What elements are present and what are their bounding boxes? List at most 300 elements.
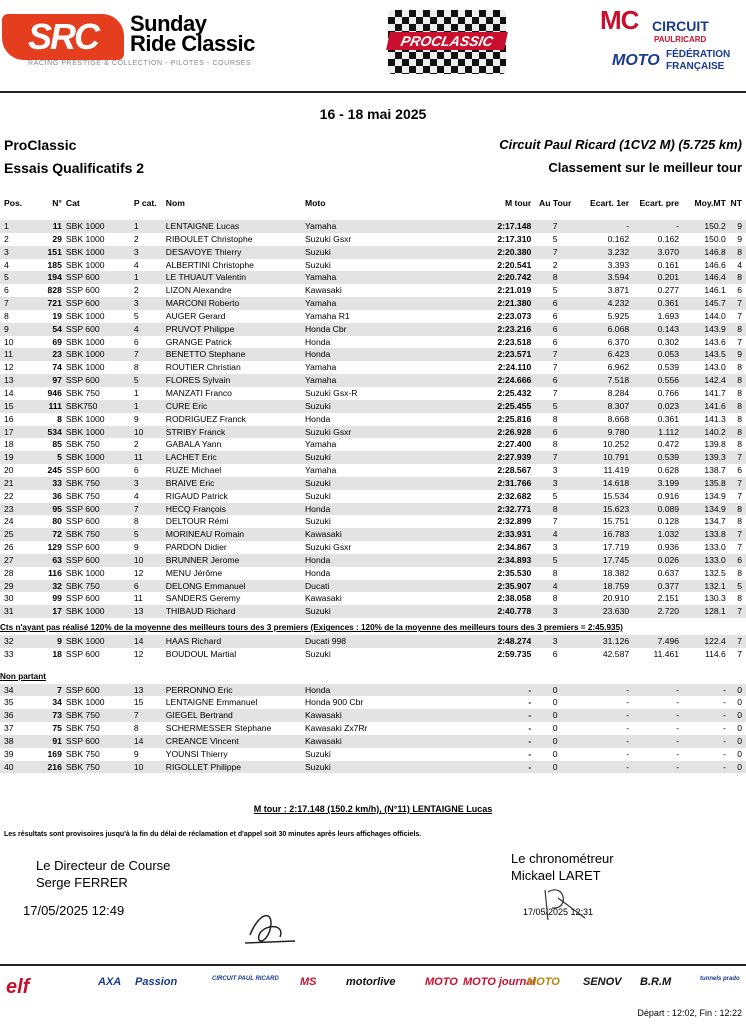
table-cell: 21 bbox=[0, 477, 30, 490]
table-cell: 8 bbox=[737, 387, 742, 398]
table-cell: - bbox=[626, 723, 630, 734]
timer-signature-block bbox=[511, 850, 614, 884]
table-cell: 34 bbox=[52, 697, 62, 708]
column-header: Ecart. pre bbox=[639, 198, 680, 209]
table-cell: 0 bbox=[737, 697, 742, 708]
table-cell: 0.026 bbox=[631, 554, 681, 567]
table-cell: 11 bbox=[134, 451, 166, 464]
table-cell: - bbox=[470, 735, 532, 748]
table-cell: 8 bbox=[552, 413, 558, 424]
table-cell: 99 bbox=[52, 593, 62, 604]
table-cell: 8 bbox=[737, 439, 742, 450]
table-cell: 5 bbox=[0, 271, 30, 284]
table-cell: MANZATI Franco bbox=[165, 387, 232, 398]
table-cell: 8 bbox=[531, 271, 579, 284]
table-cell: Honda bbox=[304, 336, 331, 347]
table-cell: Suzuki bbox=[305, 451, 470, 464]
table-row bbox=[0, 503, 746, 516]
table-cell: Suzuki bbox=[305, 400, 470, 413]
table-cell: 12 bbox=[4, 362, 14, 373]
table-cell: SBK 750 bbox=[66, 477, 134, 490]
table-cell: 3 bbox=[134, 297, 166, 310]
table-cell: 2 bbox=[552, 259, 558, 270]
table-cell: 6 bbox=[531, 323, 579, 336]
table-cell: SBK 750 bbox=[65, 490, 100, 501]
table-cell: 7 bbox=[552, 362, 558, 373]
table-cell: 31 bbox=[0, 605, 30, 618]
table-cell: 10 bbox=[4, 336, 14, 347]
table-cell: 3 bbox=[531, 477, 579, 490]
table-cell: 142.4 bbox=[681, 374, 728, 387]
table-row bbox=[0, 722, 746, 735]
table-cell: 2.151 bbox=[657, 593, 680, 604]
table-cell: 6 bbox=[133, 336, 139, 347]
table-cell: 134.9 bbox=[681, 503, 728, 516]
table-cell: 143.6 bbox=[704, 336, 726, 347]
table-cell: 6.962 bbox=[607, 362, 630, 373]
table-cell: SSP 600 bbox=[65, 465, 100, 476]
table-cell: 134.7 bbox=[704, 516, 726, 527]
table-cell: 8 bbox=[728, 426, 746, 439]
table-cell: 9 bbox=[728, 220, 746, 233]
table-cell: 0 bbox=[728, 735, 746, 748]
table-cell: 6 bbox=[531, 426, 579, 439]
table-cell: ALBERTINI Christophe bbox=[165, 259, 254, 270]
table-cell: 8 bbox=[728, 271, 746, 284]
table-cell: - bbox=[681, 735, 728, 748]
table-cell: 2:21.380 bbox=[470, 297, 532, 310]
table-cell: 4 bbox=[134, 323, 166, 336]
table-cell: 8 bbox=[737, 362, 742, 373]
table-cell: 63 bbox=[30, 554, 66, 567]
table-cell: LACHET Eric bbox=[166, 451, 305, 464]
src-title: Sunday Ride Classic bbox=[130, 11, 255, 56]
table-cell: 3.199 bbox=[631, 477, 681, 490]
table-cell: 32 bbox=[0, 635, 30, 648]
table-cell: 17.745 bbox=[579, 554, 631, 567]
session-times: Départ : 12:02, Fin : 12:22 bbox=[637, 1008, 742, 1018]
table-cell: 169 bbox=[47, 748, 62, 759]
results-table bbox=[0, 196, 746, 773]
table-cell: 73 bbox=[30, 709, 66, 722]
table-row bbox=[0, 684, 746, 697]
table-cell: 721 bbox=[30, 297, 66, 310]
table-cell: SSP 600 bbox=[65, 285, 100, 296]
table-cell: 6 bbox=[133, 465, 139, 476]
table-cell: 14 bbox=[4, 387, 14, 398]
moto-logo: MOTO bbox=[612, 52, 660, 69]
table-cell: 7 bbox=[0, 297, 30, 310]
table-cell: Honda bbox=[304, 413, 331, 424]
table-cell: 7 bbox=[531, 451, 579, 464]
table-cell: 14 bbox=[134, 635, 166, 648]
table-cell: 1 bbox=[0, 220, 30, 233]
table-cell: 7 bbox=[531, 220, 579, 233]
table-cell: 8.284 bbox=[607, 387, 630, 398]
table-cell: Suzuki bbox=[305, 605, 470, 618]
table-cell: 8 bbox=[552, 593, 558, 604]
table-cell: SBK 1000 bbox=[66, 451, 134, 464]
table-cell: 6 bbox=[531, 374, 579, 387]
table-cell: DESAVOYE Thierry bbox=[166, 246, 305, 259]
table-cell: Yamaha bbox=[304, 465, 337, 476]
table-cell: - bbox=[470, 761, 532, 774]
table-cell: SBK 750 bbox=[66, 580, 134, 593]
table-cell: 7 bbox=[552, 516, 558, 527]
table-cell: ROUTIER Christian bbox=[165, 362, 241, 373]
table-cell: 8 bbox=[737, 593, 742, 604]
table-cell: SBK 1000 bbox=[65, 567, 105, 578]
table-cell: MORINEAU Romain bbox=[166, 528, 305, 541]
table-cell: 8 bbox=[133, 516, 139, 527]
best-lap-summary: M tour : 2:17.148 (150.2 km/h), (N°11) LENTAIGNE Lucas bbox=[253, 804, 493, 814]
table-cell: Yamaha bbox=[305, 374, 470, 387]
table-cell: 9.780 bbox=[579, 426, 631, 439]
table-cell: 54 bbox=[30, 323, 66, 336]
table-cell: 7.518 bbox=[579, 374, 631, 387]
table-cell: 26 bbox=[4, 542, 14, 553]
table-row bbox=[0, 284, 746, 297]
table-cell: Suzuki bbox=[305, 477, 470, 490]
table-cell: - bbox=[722, 697, 726, 708]
section-title: Cts n'ayant pas réalisé 120% de la moyenne des meilleurs tours des 3 premiers (Exigences : 120% de la moyenne des meilleurs tours des 3 premiers = 2:45.935) bbox=[0, 623, 623, 633]
table-cell: 5 bbox=[552, 233, 558, 244]
table-cell: 3 bbox=[531, 605, 579, 618]
table-row bbox=[0, 541, 746, 554]
table-cell: 3 bbox=[134, 246, 166, 259]
table-cell: - bbox=[722, 748, 726, 759]
table-cell: 39 bbox=[4, 748, 14, 759]
sponsor-logo: tunnels prado bbox=[700, 976, 740, 982]
table-cell: 139.3 bbox=[681, 451, 728, 464]
table-cell: 33 bbox=[30, 477, 66, 490]
table-cell: 7 bbox=[134, 503, 166, 516]
table-cell: SBK 1000 bbox=[66, 605, 134, 618]
sponsor-logo: Passion bbox=[135, 976, 178, 988]
table-cell: 5 bbox=[552, 285, 558, 296]
table-cell: 5 bbox=[30, 451, 66, 464]
column-header: Nom bbox=[165, 198, 185, 209]
table-cell: 143.5 bbox=[681, 348, 728, 361]
table-cell: 216 bbox=[30, 761, 66, 774]
table-cell: 2:27.400 bbox=[497, 439, 532, 450]
table-cell: 0.162 bbox=[657, 233, 680, 244]
src-tagline: RACING PRESTIGE & COLLECTION - PILOTES - COURSES bbox=[28, 60, 252, 67]
table-row bbox=[0, 361, 746, 374]
table-cell: 2:48.274 bbox=[470, 635, 532, 648]
table-cell: 9 bbox=[133, 542, 139, 553]
table-cell: Honda bbox=[305, 684, 470, 697]
table-cell: 37 bbox=[4, 723, 14, 734]
table-cell: 0 bbox=[552, 697, 558, 708]
table-cell: - bbox=[579, 735, 631, 748]
table-cell: SBK 750 bbox=[65, 439, 100, 450]
table-cell: - bbox=[676, 748, 680, 759]
table-cell: 0.472 bbox=[657, 439, 680, 450]
table-cell: SSP 600 bbox=[66, 503, 134, 516]
table-row bbox=[0, 709, 746, 722]
table-cell: - bbox=[676, 723, 680, 734]
table-cell: 91 bbox=[30, 735, 66, 748]
table-cell: 2:38.058 bbox=[497, 593, 532, 604]
table-cell: 14.618 bbox=[579, 477, 631, 490]
table-cell: 25 bbox=[0, 528, 30, 541]
table-cell: Honda bbox=[305, 503, 470, 516]
table-cell: 31.126 bbox=[579, 635, 631, 648]
timer-title: Le chronométreur bbox=[511, 851, 614, 866]
table-cell: SBK 1000 bbox=[66, 348, 134, 361]
column-header: Au Tour bbox=[539, 198, 572, 209]
table-cell: - bbox=[528, 723, 532, 734]
table-row bbox=[0, 592, 746, 605]
table-cell: SBK 1000 bbox=[65, 233, 105, 244]
table-cell: Kawasaki bbox=[305, 709, 470, 722]
table-cell: 11.419 bbox=[603, 465, 630, 476]
table-cell: 7 bbox=[531, 348, 579, 361]
table-cell: 8.307 bbox=[579, 400, 631, 413]
table-cell: 5 bbox=[728, 580, 746, 593]
column-header: P cat. bbox=[133, 198, 157, 209]
table-cell: 946 bbox=[47, 387, 62, 398]
table-cell: 23 bbox=[30, 348, 66, 361]
column-header: Cat bbox=[65, 198, 80, 209]
disclaimer: Les résultats sont provisoires jusqu'à la fin du délai de réclamation et d'appel soit 30 minutes après leurs affichages officiels. bbox=[4, 831, 422, 838]
table-cell: YOUNSI Thierry bbox=[165, 748, 228, 759]
table-cell: 10 bbox=[134, 426, 166, 439]
director-title: Le Directeur de Course bbox=[36, 858, 171, 873]
table-cell: 14 bbox=[134, 735, 166, 748]
table-cell: Ducati bbox=[305, 580, 470, 593]
table-cell: 143.9 bbox=[681, 323, 728, 336]
table-cell: 8 bbox=[737, 567, 742, 578]
table-cell: 8 bbox=[728, 246, 746, 259]
table-row bbox=[0, 696, 746, 709]
table-cell: 141.6 bbox=[681, 400, 728, 413]
table-cell: Suzuki bbox=[305, 761, 470, 774]
table-cell: 0.361 bbox=[631, 297, 681, 310]
table-cell: 75 bbox=[52, 723, 62, 734]
table-cell: - bbox=[631, 220, 681, 233]
table-cell: - bbox=[681, 761, 728, 774]
table-row bbox=[0, 297, 746, 310]
table-cell: 29 bbox=[0, 580, 30, 593]
table-cell: 19 bbox=[52, 310, 62, 321]
table-cell: SBK750 bbox=[66, 400, 134, 413]
table-cell: RIBOULET Christophe bbox=[165, 233, 253, 244]
table-cell: - bbox=[631, 761, 681, 774]
table-cell: 145.7 bbox=[681, 297, 728, 310]
table-cell: Yamaha bbox=[305, 271, 470, 284]
table-cell: 0.023 bbox=[631, 400, 681, 413]
table-cell: 2:25.816 bbox=[497, 413, 532, 424]
table-cell: 133.8 bbox=[681, 528, 728, 541]
table-cell: 6 bbox=[737, 285, 742, 296]
table-cell: 6 bbox=[737, 465, 742, 476]
table-cell: LENTAIGNE Lucas bbox=[166, 220, 305, 233]
table-cell: 7 bbox=[737, 648, 742, 659]
table-cell: SBK 1000 bbox=[65, 362, 105, 373]
table-cell: GABALA Yann bbox=[165, 439, 222, 450]
director-signature-block bbox=[36, 857, 170, 891]
table-cell: 0 bbox=[728, 684, 746, 697]
table-cell: 18.759 bbox=[579, 580, 631, 593]
table-cell: 8 bbox=[728, 503, 746, 516]
table-cell: 85 bbox=[52, 439, 62, 450]
table-cell: 40 bbox=[0, 761, 30, 774]
table-cell: 0 bbox=[531, 709, 579, 722]
table-row bbox=[0, 748, 746, 761]
table-cell: CURE Eric bbox=[166, 400, 305, 413]
table-cell: Kawasaki bbox=[304, 593, 342, 604]
table-row bbox=[0, 528, 746, 541]
table-cell: - bbox=[579, 220, 631, 233]
mc-circuit-logo: MC CIRCUIT PAULRICARD bbox=[600, 5, 709, 44]
table-cell: SSP 600 bbox=[66, 554, 134, 567]
table-cell: 22 bbox=[4, 490, 14, 501]
table-cell: 0.628 bbox=[657, 465, 680, 476]
table-cell: 2:35.907 bbox=[470, 580, 532, 593]
table-cell: 36 bbox=[52, 490, 62, 501]
table-row bbox=[0, 605, 746, 618]
table-row bbox=[0, 233, 746, 246]
table-cell: 7 bbox=[728, 635, 746, 648]
table-cell: 2:34.867 bbox=[497, 542, 532, 553]
table-cell: 13 bbox=[134, 605, 166, 618]
table-cell: 146.1 bbox=[704, 285, 726, 296]
table-cell: 3 bbox=[134, 477, 166, 490]
table-cell: 3 bbox=[531, 635, 579, 648]
table-cell: 245 bbox=[47, 465, 62, 476]
table-cell: SSP 600 bbox=[65, 648, 100, 659]
table-cell: 20.910 bbox=[602, 593, 630, 604]
table-cell: Ducati 998 bbox=[305, 635, 470, 648]
table-cell: SBK 1000 bbox=[65, 413, 105, 424]
table-cell: SBK 750 bbox=[65, 723, 100, 734]
table-cell: 2:31.766 bbox=[470, 477, 532, 490]
table-cell: 2:59.735 bbox=[497, 648, 532, 659]
table-cell: 1 bbox=[133, 387, 139, 398]
table-row bbox=[0, 271, 746, 284]
table-cell: 29 bbox=[52, 233, 62, 244]
column-header: Ecart. 1er bbox=[589, 198, 630, 209]
table-cell: - bbox=[579, 709, 631, 722]
table-cell: - bbox=[626, 748, 630, 759]
director-date: 17/05/2025 12:49 bbox=[23, 903, 125, 918]
table-cell: 3.594 bbox=[579, 271, 631, 284]
table-cell: 9 bbox=[728, 348, 746, 361]
table-cell: 0 bbox=[531, 735, 579, 748]
table-cell: 128.1 bbox=[681, 605, 728, 618]
table-cell: 1 bbox=[134, 400, 166, 413]
sponsor-logo: SENOV bbox=[583, 976, 622, 988]
table-cell: BRUNNER Jerome bbox=[166, 554, 305, 567]
table-cell: 3.232 bbox=[579, 246, 631, 259]
table-cell: 15 bbox=[0, 400, 30, 413]
table-cell: 34 bbox=[0, 684, 30, 697]
table-cell: 4 bbox=[531, 580, 579, 593]
table-row bbox=[0, 567, 746, 580]
sponsor-bar bbox=[0, 968, 746, 1008]
table-cell: 8 bbox=[57, 413, 62, 424]
table-cell: DELONG Emmanuel bbox=[166, 580, 305, 593]
table-cell: 7 bbox=[737, 490, 742, 501]
table-cell: 6.068 bbox=[579, 323, 631, 336]
table-cell: - bbox=[631, 684, 681, 697]
table-row bbox=[0, 648, 746, 661]
table-cell: 6 bbox=[531, 297, 579, 310]
table-cell: 5 bbox=[134, 374, 166, 387]
table-cell: Honda bbox=[304, 567, 331, 578]
table-cell: 2:25.455 bbox=[470, 400, 532, 413]
table-cell: 7 bbox=[728, 297, 746, 310]
table-row bbox=[0, 413, 746, 426]
table-cell: 11 bbox=[0, 348, 30, 361]
table-cell: 2:26.928 bbox=[470, 426, 532, 439]
table-row bbox=[0, 477, 746, 490]
table-cell: 7 bbox=[737, 542, 742, 553]
table-cell: 2 bbox=[133, 233, 139, 244]
table-cell: 16.783 bbox=[579, 528, 631, 541]
table-row bbox=[0, 400, 746, 413]
table-row bbox=[0, 336, 746, 349]
table-cell: 1.112 bbox=[631, 426, 681, 439]
table-cell: 0.637 bbox=[657, 567, 680, 578]
table-cell: 2 bbox=[4, 233, 9, 244]
table-cell: 7 bbox=[552, 387, 558, 398]
table-cell: 18 bbox=[52, 648, 62, 659]
table-cell: Suzuki bbox=[304, 648, 331, 659]
table-cell: SANDERS Geremy bbox=[165, 593, 241, 604]
table-cell: 4 bbox=[737, 259, 742, 270]
table-cell: 2:32.682 bbox=[497, 490, 532, 501]
table-cell: 0 bbox=[737, 748, 742, 759]
sponsor-logo: MOTO bbox=[527, 976, 560, 988]
table-cell: 11.461 bbox=[653, 648, 680, 659]
table-cell: Suzuki Gsx-R bbox=[304, 387, 358, 398]
timer-name: Mickael LARET bbox=[511, 868, 601, 883]
table-cell: 4.232 bbox=[579, 297, 631, 310]
table-cell: - bbox=[676, 697, 680, 708]
series-title: ProClassic bbox=[4, 137, 77, 153]
timer-signature-icon bbox=[540, 880, 590, 925]
table-cell: Yamaha bbox=[304, 439, 337, 450]
table-cell: 8 bbox=[728, 400, 746, 413]
table-cell: 33 bbox=[4, 648, 14, 659]
table-cell: 30 bbox=[4, 593, 14, 604]
table-cell: 0.161 bbox=[657, 259, 680, 270]
table-cell: 4 bbox=[133, 490, 139, 501]
table-cell: 24 bbox=[4, 516, 14, 527]
table-cell: - bbox=[722, 723, 726, 734]
table-cell: 828 bbox=[47, 285, 62, 296]
table-cell: 2:17.310 bbox=[497, 233, 532, 244]
table-row bbox=[0, 374, 746, 387]
table-cell: 8 bbox=[728, 374, 746, 387]
table-cell: Suzuki bbox=[304, 748, 331, 759]
table-row bbox=[0, 426, 746, 439]
table-cell: 2:27.939 bbox=[470, 451, 532, 464]
table-cell: 7 bbox=[728, 528, 746, 541]
table-cell: 0.053 bbox=[631, 348, 681, 361]
table-cell: SCHERMESSER Stephane bbox=[165, 723, 272, 734]
column-header: Pos. bbox=[4, 198, 23, 209]
table-cell: 2:23.518 bbox=[497, 336, 532, 347]
table-cell: 139.8 bbox=[704, 439, 726, 450]
table-cell: 0.916 bbox=[657, 490, 680, 501]
table-cell: 6 bbox=[552, 648, 558, 659]
table-cell: Yamaha bbox=[304, 362, 337, 373]
session-title: Essais Qualificatifs 2 bbox=[4, 160, 145, 176]
